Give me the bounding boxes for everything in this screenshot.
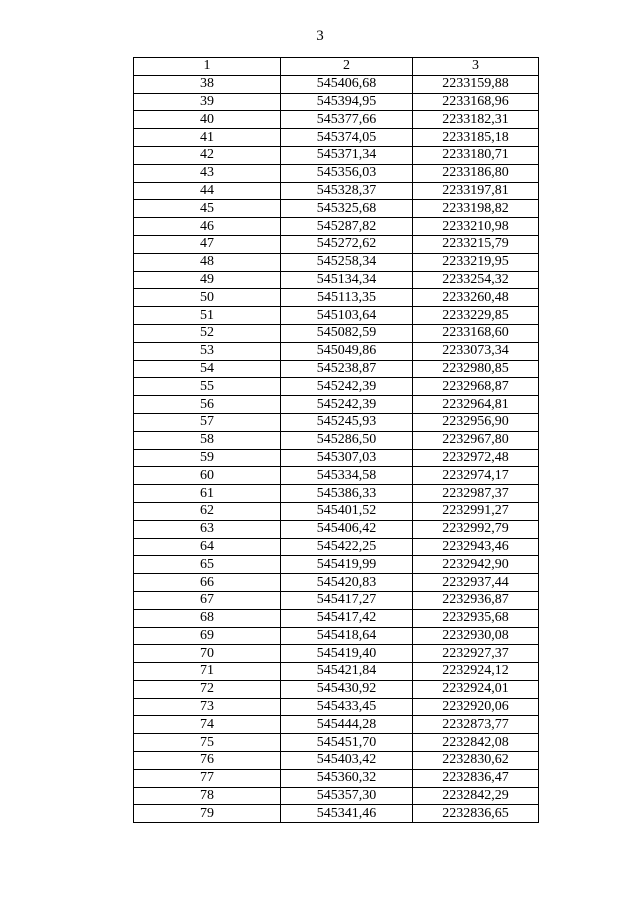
table-row (134, 627, 539, 645)
x-coordinate-cell: 545286,50 (281, 431, 413, 449)
point-number-cell: 45 (134, 200, 281, 218)
x-coordinate-cell: 545401,52 (281, 502, 413, 520)
x-coordinate-cell: 545419,40 (281, 645, 413, 663)
x-coordinate-cell: 545406,68 (281, 75, 413, 93)
point-number-cell: 68 (134, 609, 281, 627)
x-coordinate-cell: 545242,39 (281, 378, 413, 396)
point-number-cell: 52 (134, 324, 281, 342)
table-row (134, 378, 539, 396)
y-coordinate-cell: 2233186,80 (413, 164, 539, 182)
table-row (134, 467, 539, 485)
point-number-cell: 63 (134, 520, 281, 538)
y-coordinate-cell: 2232924,01 (413, 680, 539, 698)
table-row (134, 253, 539, 271)
table-row (134, 200, 539, 218)
point-number-cell: 78 (134, 787, 281, 805)
point-number-cell: 72 (134, 680, 281, 698)
x-coordinate-cell: 545334,58 (281, 467, 413, 485)
table-row (134, 769, 539, 787)
table-row (134, 680, 539, 698)
point-number-cell: 65 (134, 556, 281, 574)
point-number-cell: 40 (134, 111, 281, 129)
y-coordinate-cell: 2232836,47 (413, 769, 539, 787)
x-coordinate-cell: 545403,42 (281, 752, 413, 770)
x-coordinate-cell: 545134,34 (281, 271, 413, 289)
point-number-cell: 77 (134, 769, 281, 787)
x-coordinate-cell: 545360,32 (281, 769, 413, 787)
y-coordinate-cell: 2232830,62 (413, 752, 539, 770)
point-number-cell: 67 (134, 591, 281, 609)
table-header-row (134, 58, 539, 76)
y-coordinate-cell: 2233168,96 (413, 93, 539, 111)
y-coordinate-cell: 2232937,44 (413, 574, 539, 592)
table-row (134, 342, 539, 360)
table-row (134, 93, 539, 111)
x-coordinate-cell: 545113,35 (281, 289, 413, 307)
x-coordinate-cell: 545325,68 (281, 200, 413, 218)
table-row (134, 360, 539, 378)
point-number-cell: 73 (134, 698, 281, 716)
point-number-cell: 42 (134, 146, 281, 164)
table-row (134, 289, 539, 307)
table-row (134, 218, 539, 236)
y-coordinate-cell: 2232836,65 (413, 805, 539, 823)
table-row (134, 752, 539, 770)
y-coordinate-cell: 2232842,29 (413, 787, 539, 805)
y-coordinate-cell: 2232956,90 (413, 413, 539, 431)
y-coordinate-cell: 2233229,85 (413, 307, 539, 325)
x-coordinate-cell: 545245,93 (281, 413, 413, 431)
column-header-1: 1 (134, 58, 281, 76)
y-coordinate-cell: 2232873,77 (413, 716, 539, 734)
y-coordinate-cell: 2233182,31 (413, 111, 539, 129)
table-row (134, 271, 539, 289)
table-row (134, 734, 539, 752)
point-number-cell: 48 (134, 253, 281, 271)
y-coordinate-cell: 2232964,81 (413, 396, 539, 414)
y-coordinate-cell: 2233197,81 (413, 182, 539, 200)
table-row (134, 449, 539, 467)
x-coordinate-cell: 545418,64 (281, 627, 413, 645)
y-coordinate-cell: 2232842,08 (413, 734, 539, 752)
point-number-cell: 43 (134, 164, 281, 182)
x-coordinate-cell: 545238,87 (281, 360, 413, 378)
point-number-cell: 70 (134, 645, 281, 663)
x-coordinate-cell: 545430,92 (281, 680, 413, 698)
x-coordinate-cell: 545307,03 (281, 449, 413, 467)
x-coordinate-cell: 545103,64 (281, 307, 413, 325)
point-number-cell: 46 (134, 218, 281, 236)
y-coordinate-cell: 2233180,71 (413, 146, 539, 164)
coordinates-table (133, 57, 539, 823)
y-coordinate-cell: 2232974,17 (413, 467, 539, 485)
point-number-cell: 50 (134, 289, 281, 307)
point-number-cell: 54 (134, 360, 281, 378)
x-coordinate-cell: 545386,33 (281, 485, 413, 503)
x-coordinate-cell: 545287,82 (281, 218, 413, 236)
y-coordinate-cell: 2233073,34 (413, 342, 539, 360)
y-coordinate-cell: 2232967,80 (413, 431, 539, 449)
point-number-cell: 64 (134, 538, 281, 556)
x-coordinate-cell: 545049,86 (281, 342, 413, 360)
point-number-cell: 38 (134, 75, 281, 93)
y-coordinate-cell: 2233219,95 (413, 253, 539, 271)
x-coordinate-cell: 545419,99 (281, 556, 413, 574)
x-coordinate-cell: 545374,05 (281, 129, 413, 147)
column-header-2: 2 (281, 58, 413, 76)
x-coordinate-cell: 545377,66 (281, 111, 413, 129)
point-number-cell: 55 (134, 378, 281, 396)
table-row (134, 538, 539, 556)
x-coordinate-cell: 545444,28 (281, 716, 413, 734)
x-coordinate-cell: 545356,03 (281, 164, 413, 182)
y-coordinate-cell: 2233185,18 (413, 129, 539, 147)
table-row (134, 307, 539, 325)
y-coordinate-cell: 2233215,79 (413, 235, 539, 253)
point-number-cell: 60 (134, 467, 281, 485)
table-row (134, 182, 539, 200)
x-coordinate-cell: 545371,34 (281, 146, 413, 164)
y-coordinate-cell: 2233168,60 (413, 324, 539, 342)
point-number-cell: 71 (134, 663, 281, 681)
y-coordinate-cell: 2233210,98 (413, 218, 539, 236)
x-coordinate-cell: 545417,27 (281, 591, 413, 609)
point-number-cell: 75 (134, 734, 281, 752)
x-coordinate-cell: 545417,42 (281, 609, 413, 627)
table-row (134, 805, 539, 823)
y-coordinate-cell: 2232930,08 (413, 627, 539, 645)
table-row (134, 698, 539, 716)
point-number-cell: 39 (134, 93, 281, 111)
point-number-cell: 47 (134, 235, 281, 253)
point-number-cell: 69 (134, 627, 281, 645)
x-coordinate-cell: 545421,84 (281, 663, 413, 681)
x-coordinate-cell: 545242,39 (281, 396, 413, 414)
x-coordinate-cell: 545422,25 (281, 538, 413, 556)
x-coordinate-cell: 545258,34 (281, 253, 413, 271)
y-coordinate-cell: 2232980,85 (413, 360, 539, 378)
y-coordinate-cell: 2232920,06 (413, 698, 539, 716)
y-coordinate-cell: 2232935,68 (413, 609, 539, 627)
point-number-cell: 49 (134, 271, 281, 289)
table-row (134, 396, 539, 414)
x-coordinate-cell: 545451,70 (281, 734, 413, 752)
y-coordinate-cell: 2232972,48 (413, 449, 539, 467)
x-coordinate-cell: 545394,95 (281, 93, 413, 111)
table-body (134, 75, 539, 822)
point-number-cell: 57 (134, 413, 281, 431)
table-row (134, 75, 539, 93)
y-coordinate-cell: 2232992,79 (413, 520, 539, 538)
y-coordinate-cell: 2232936,87 (413, 591, 539, 609)
x-coordinate-cell: 545420,83 (281, 574, 413, 592)
table-row (134, 111, 539, 129)
table-row (134, 431, 539, 449)
table-row (134, 324, 539, 342)
point-number-cell: 58 (134, 431, 281, 449)
y-coordinate-cell: 2232943,46 (413, 538, 539, 556)
y-coordinate-cell: 2233254,32 (413, 271, 539, 289)
table-row (134, 502, 539, 520)
point-number-cell: 79 (134, 805, 281, 823)
table-row (134, 556, 539, 574)
table-row (134, 663, 539, 681)
y-coordinate-cell: 2233260,48 (413, 289, 539, 307)
point-number-cell: 53 (134, 342, 281, 360)
table-row (134, 787, 539, 805)
table-row (134, 485, 539, 503)
point-number-cell: 62 (134, 502, 281, 520)
table-row (134, 574, 539, 592)
column-header-3: 3 (413, 58, 539, 76)
y-coordinate-cell: 2232924,12 (413, 663, 539, 681)
y-coordinate-cell: 2232968,87 (413, 378, 539, 396)
y-coordinate-cell: 2232927,37 (413, 645, 539, 663)
table-row (134, 413, 539, 431)
x-coordinate-cell: 545082,59 (281, 324, 413, 342)
point-number-cell: 44 (134, 182, 281, 200)
point-number-cell: 41 (134, 129, 281, 147)
x-coordinate-cell: 545357,30 (281, 787, 413, 805)
table-row (134, 645, 539, 663)
page-number: 3 (316, 28, 324, 44)
point-number-cell: 76 (134, 752, 281, 770)
table-row (134, 146, 539, 164)
table-row (134, 235, 539, 253)
y-coordinate-cell: 2233159,88 (413, 75, 539, 93)
y-coordinate-cell: 2232942,90 (413, 556, 539, 574)
point-number-cell: 61 (134, 485, 281, 503)
x-coordinate-cell: 545328,37 (281, 182, 413, 200)
x-coordinate-cell: 545433,45 (281, 698, 413, 716)
y-coordinate-cell: 2232987,37 (413, 485, 539, 503)
x-coordinate-cell: 545272,62 (281, 235, 413, 253)
x-coordinate-cell: 545341,46 (281, 805, 413, 823)
y-coordinate-cell: 2233198,82 (413, 200, 539, 218)
y-coordinate-cell: 2232991,27 (413, 502, 539, 520)
table-row (134, 609, 539, 627)
point-number-cell: 66 (134, 574, 281, 592)
table-row (134, 129, 539, 147)
table-row (134, 591, 539, 609)
table-row (134, 716, 539, 734)
point-number-cell: 59 (134, 449, 281, 467)
point-number-cell: 51 (134, 307, 281, 325)
point-number-cell: 74 (134, 716, 281, 734)
table-row (134, 520, 539, 538)
x-coordinate-cell: 545406,42 (281, 520, 413, 538)
table-row (134, 164, 539, 182)
point-number-cell: 56 (134, 396, 281, 414)
